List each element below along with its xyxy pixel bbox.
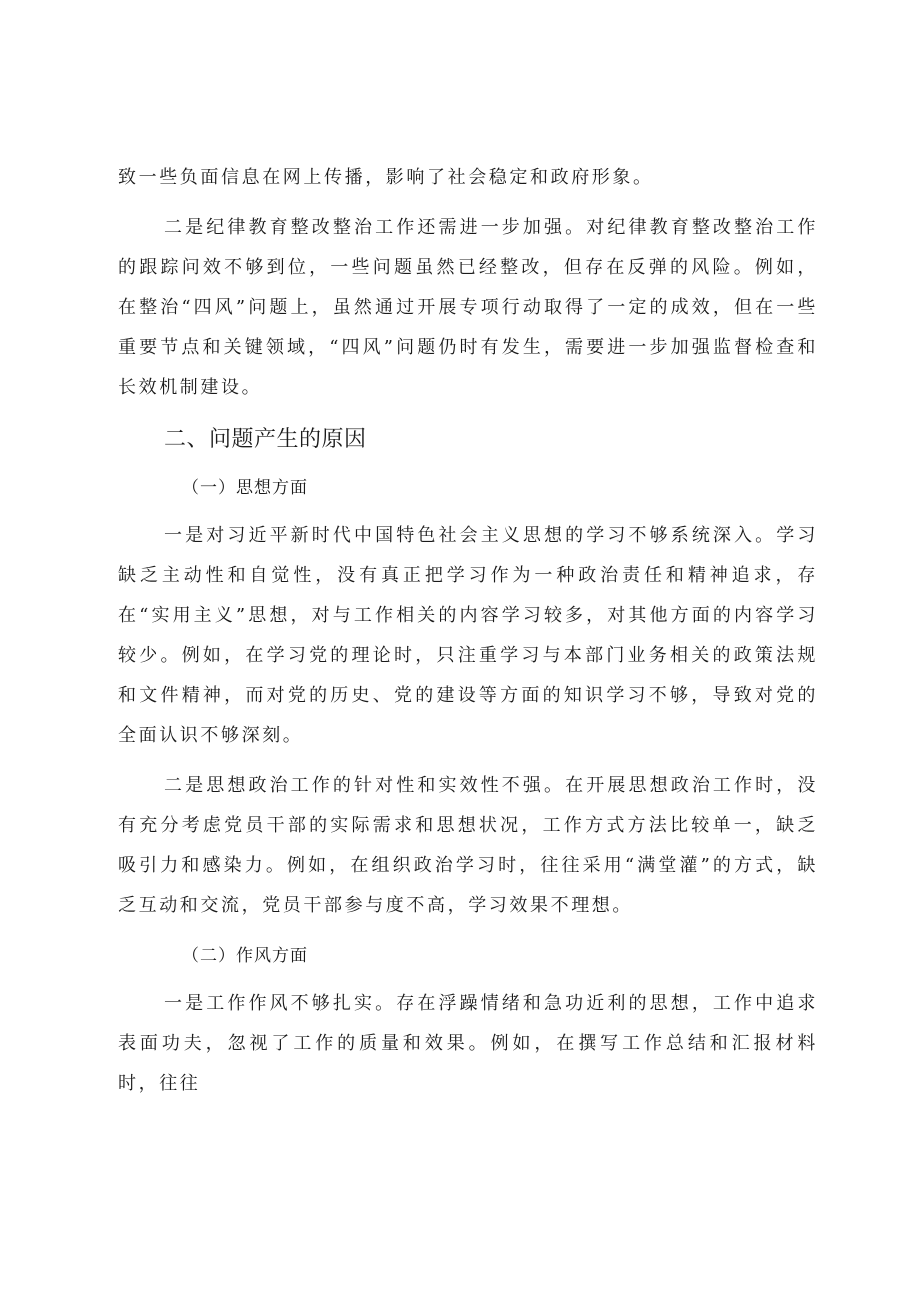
paragraph-ideological-work: 二是思想政治工作的针对性和实效性不强。在开展思想政治工作时，没有充分考虑党员干部的实际需求和思想状况，工作方式方法比较单一，缺乏吸引力和感染力。例如，在组织政治学习时，往往采用“满堂灌”的方式，缺乏互动和交流，党员干部参与度不高，学习效果不理想。 [118,775,818,916]
paragraph-continued: 致一些负面信息在网上传播，影响了社会稳定和政府形象。 [118,167,654,188]
subsection-heading-ideology: （一）思想方面 [182,478,308,498]
subsection-heading-work-style: （二）作风方面 [182,946,308,966]
paragraph-discipline-rectification: 二是纪律教育整改整治工作还需进一步加强。对纪律教育整改整治工作的跟踪问效不够到位，一些问题虽然已经整改，但存在反弹的风险。例如，在整治“四风”问题上，虽然通过开展专项行动取得了一定的成效，但在一些重要节点和关键领域，“四风”问题仍时有发生，需要进一步加强监督检查和长效机制建设。 [118,217,818,398]
document-body [118,158,818,1114]
paragraph-study-not-systematic: 一是对习近平新时代中国特色社会主义思想的学习不够系统深入。学习缺乏主动性和自觉性，没有真正把学习作为一种政治责任和精神追求，存在“实用主义”思想，对与工作相关的内容学习较多，对其他方面的内容学习较少。例如，在学习党的理论时，只注重学习与本部门业务相关的政策法规和文件精神，而对党的历史、党的建设等方面的知识学习不够，导致对党的全面认识不够深刻。 [118,525,818,746]
paragraph-work-style: 一是工作作风不够扎实。存在浮躁情绪和急功近利的思想，工作中追求表面功夫，忽视了工作的质量和效果。例如，在撰写工作总结和汇报材料时，往往 [118,993,818,1094]
section-heading-causes: 二、问题产生的原因 [164,427,367,452]
